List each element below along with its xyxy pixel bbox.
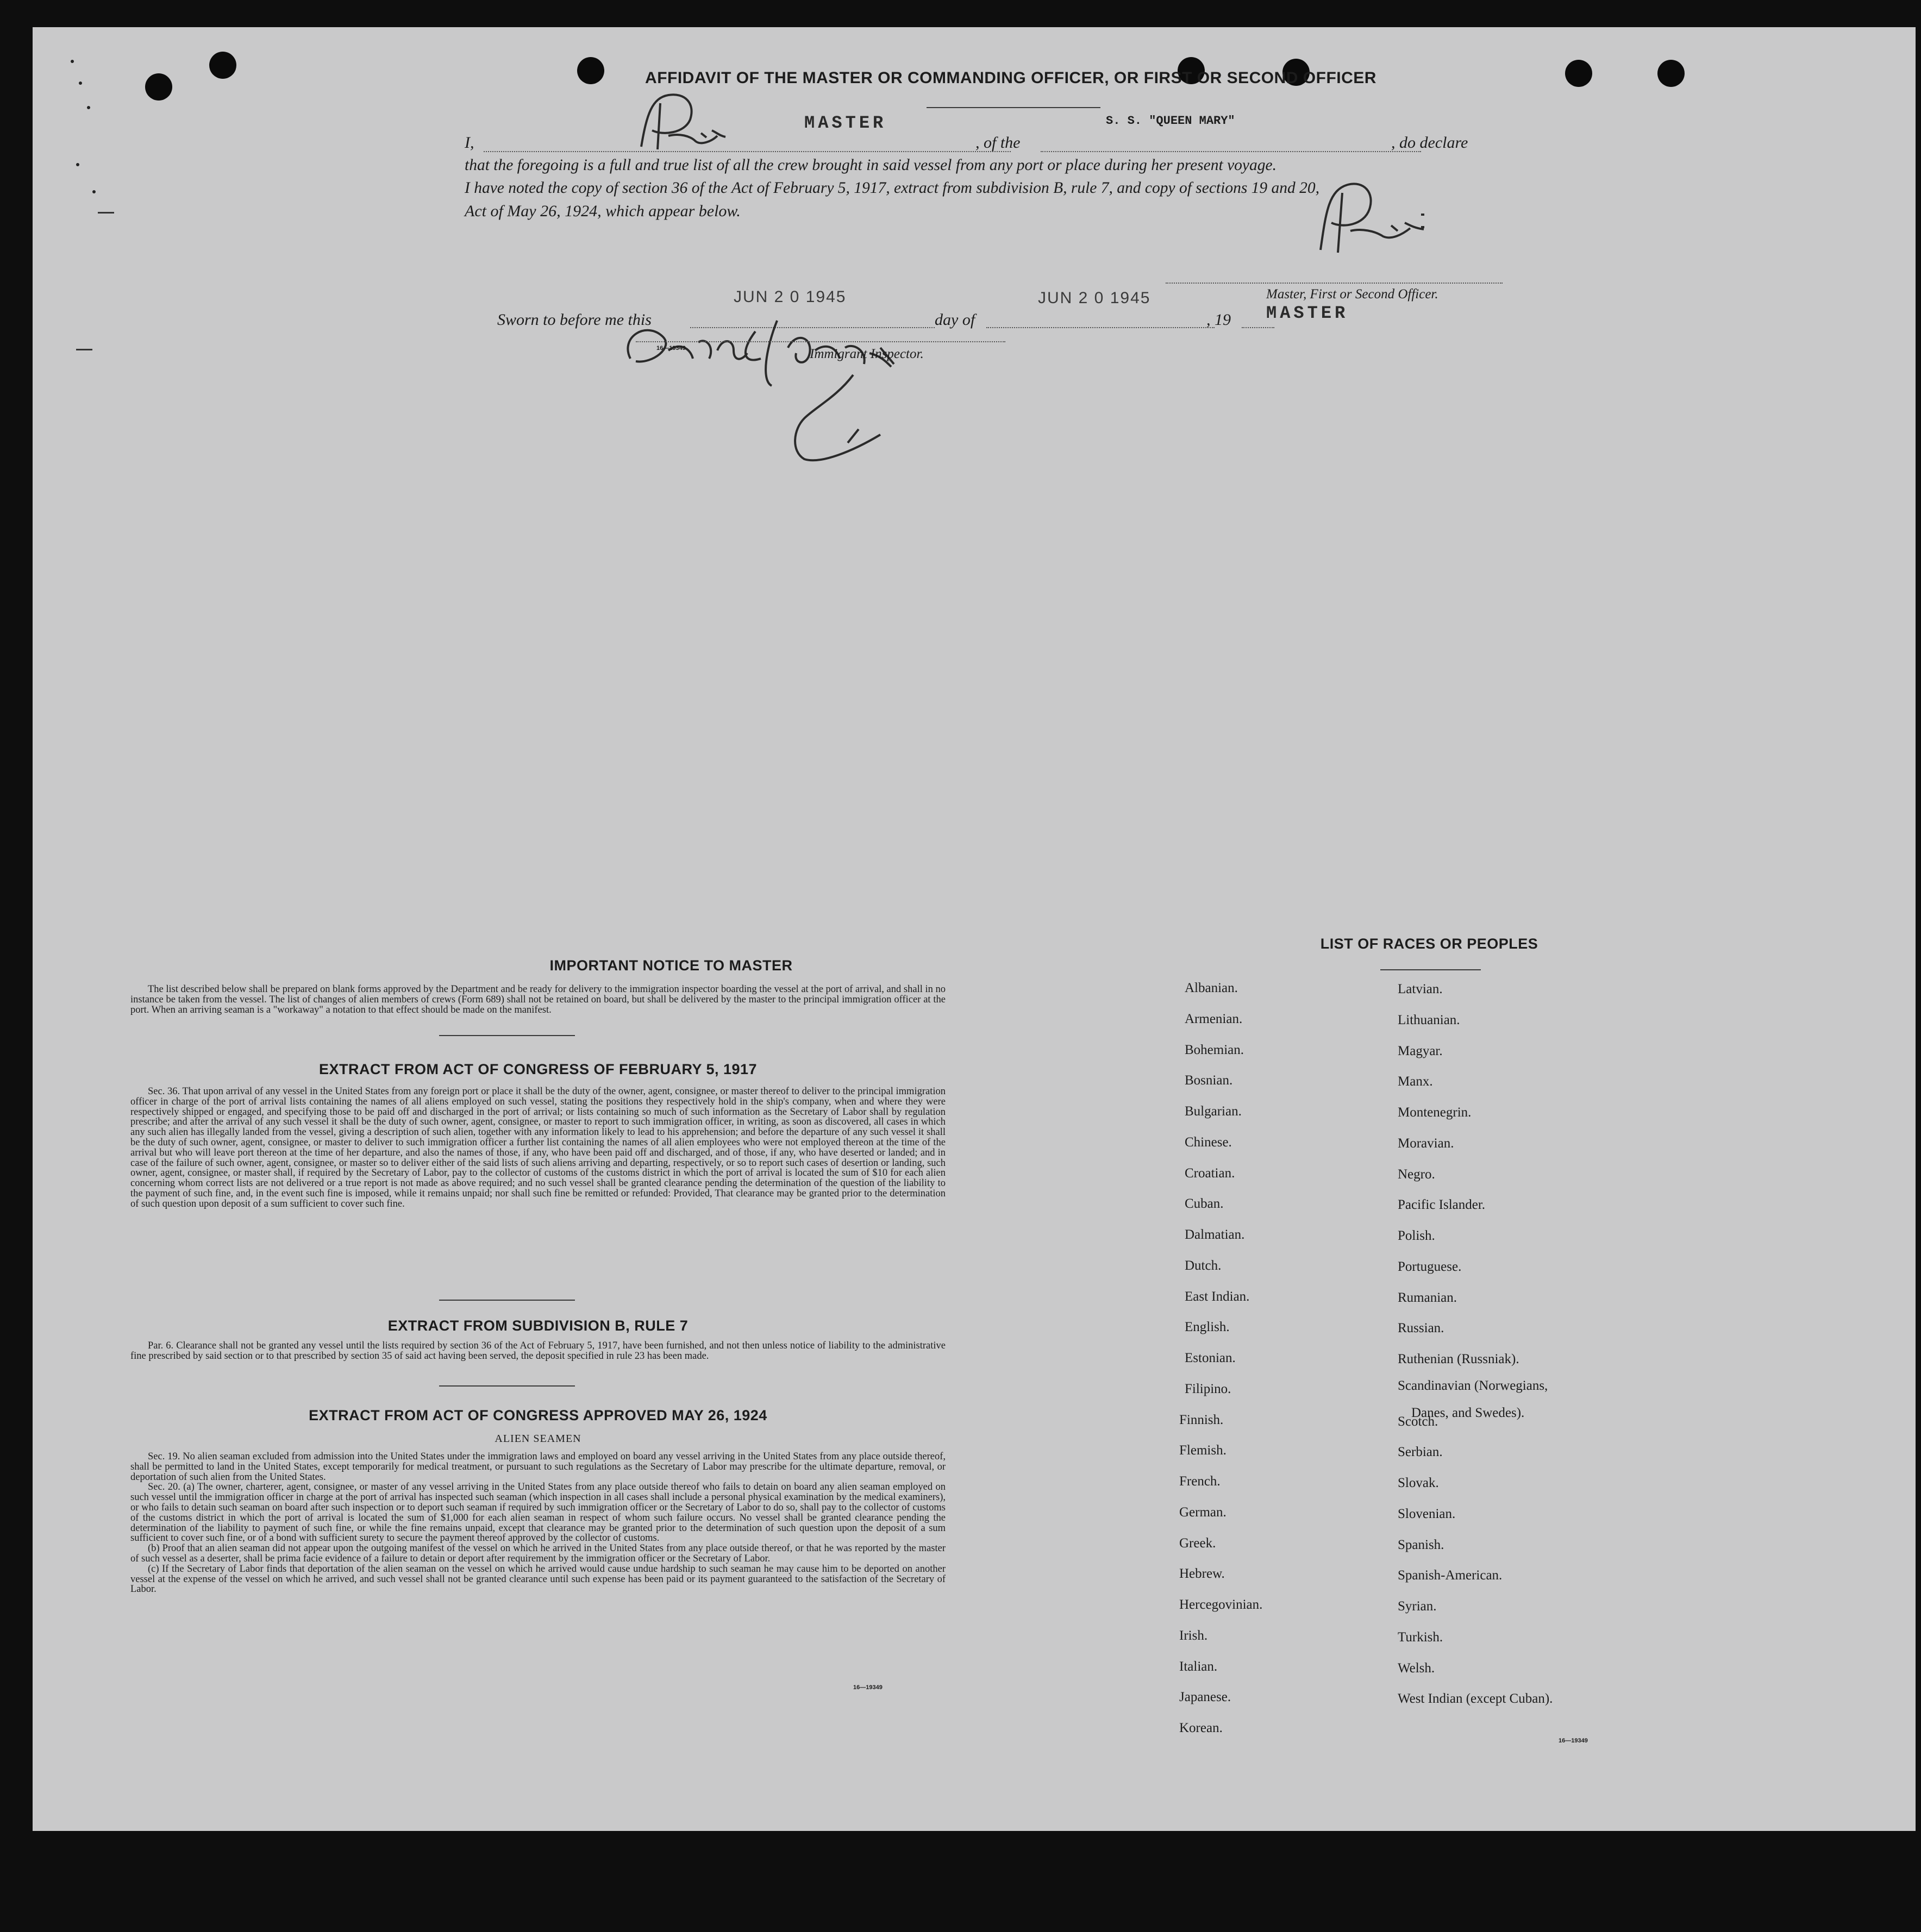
affidavit-line-4: Act of May 26, 1924, which appear below.	[465, 202, 741, 220]
race-entry: Slovak.	[1398, 1476, 1439, 1491]
sec20c-paragraph: (c) If the Secretary of Labor finds that deportation of the alien seaman on the vessel on which he arrived would cause undue hardship to such seaman he may cause him to be deported on another vessel at the expense of the vessel on which he arrived, and such vessel shall not be granted clearance until such expense has been paid or its payment guaranteed to the satisfaction of the Secretary of Labor.	[130, 1563, 946, 1595]
race-entry: Portuguese.	[1398, 1259, 1462, 1274]
race-entry: Dutch.	[1185, 1258, 1222, 1273]
races-divider	[1380, 969, 1481, 970]
sec20a-paragraph: Sec. 20. (a) The owner, charterer, agent, consignee, or master of any vessel arriving in the United States from any place outside thereof who fails to detain on board any alien seaman employed on such vessel until the immigration officer in charge at the port of arrival has inspected such seaman (which inspection in all cases shall include a personal physical examination by the medical examiners), or who fails to detain such seaman on board after such inspection or to deport such seaman if required by such immigration officer or the Secretary of Labor to do so, shall pay to the collector of customs of the customs district in which the port of arrival is located the sum of $1,000 for each alien seaman in respect of whom such failure occurs. No vessel shall be granted clearance pending the determination of the liability to payment of such fine, or while the fine remains unpaid, except that clearance may be granted prior to the determination of such question upon the deposit of a sum sufficient to cover such fine, or of a bond with sufficient surety to secure the payment thereof approved by the collector of customs.	[130, 1482, 946, 1544]
master-signature	[630, 81, 739, 163]
race-entry-scandinavian-cont: Danes, and Swedes).	[1411, 1406, 1525, 1420]
race-entry: East Indian.	[1185, 1289, 1250, 1304]
master-name-line	[484, 151, 1011, 152]
speck	[76, 349, 92, 350]
race-entry: Croatian.	[1185, 1165, 1235, 1181]
rule7-text	[130, 1341, 946, 1362]
race-entry: Moravian.	[1398, 1136, 1454, 1151]
of-the-label: , of the	[975, 134, 1021, 152]
race-entry: Flemish.	[1179, 1443, 1227, 1458]
race-entry: Bohemian.	[1185, 1042, 1244, 1057]
race-entry: Lithuanian.	[1398, 1012, 1460, 1027]
form-number-races: 16—19349	[1559, 1737, 1588, 1744]
divider	[439, 1035, 575, 1036]
inspector-label: Immigrant Inspector.	[810, 347, 924, 361]
race-entry: Albanian.	[1185, 981, 1238, 995]
vessel-name: S. S. "QUEEN MARY"	[1106, 114, 1235, 128]
race-entry: Welsh.	[1398, 1660, 1435, 1676]
sec36-paragraph: Sec. 36. That upon arrival of any vessel in the United States from any foreign port or place it shall be the duty of the owner, agent, consignee, or master thereof to deliver to the principal immigration officer in charge of the port of arrival lists containing the names of all aliens employed on such vessel, stating the positions they respectively hold in the ship's company, when and where they were respectively shipped or engaged, and specifying those to be paid off and discharged in the port of arrival; or lists containing so much of such information as the Secretary of Labor shall by regulation prescribe; and after the arrival of any such vessel it shall be the duty of such owner, agent, consignee, or master to report to such immigration officer, in writing, as soon as discovered, all cases in which any such alien has illegally landed from the vessel, giving a description of such alien, together with any information likely to lead to his apprehension; and before the departure of any such vessel it shall be the duty of such owner, agent, consignee, or master to deliver to such immigration officer a further list containing the names of all alien employees who were not employed thereon at the time of the arrival but who will leave port thereon at the time of her departure, and also the names of those, if any, who have been paid off and discharged, and of those, if any, who have deserted or landed; and in case of the failure of such owner, agent, consignee, or master so to deliver either of the said lists of such aliens arriving and departing, respectively, or so to report such cases of desertion or landing, such owner, agent, consignee, or master shall, if required by the Secretary of Labor, pay to the collector of customs of the customs district in which the port of arrival is located the sum of $10 for each alien concerning whom correct lists are not delivered or a true report is not made as above required; and no such vessel shall be granted clearance pending the determination of the question of the liability to the payment of such fine, and, in the event such fine is imposed, while it remains unpaid; nor shall such fine be remitted or refunded: Provided, That clearance may be granted prior to the determination of such question upon deposit of a sum sufficient to cover such fine.	[130, 1086, 946, 1209]
officer-signature-line	[1166, 283, 1503, 284]
affidavit-line-2: that the foregoing is a full and true list of all the crew brought in said vessel from any port or place during her present voyage.	[465, 156, 1277, 174]
year-label: , 19	[1206, 311, 1231, 329]
day-of-label: day of	[935, 311, 975, 329]
race-entry: Finnish.	[1179, 1412, 1224, 1427]
race-entry: Estonian.	[1185, 1351, 1236, 1365]
speck	[76, 163, 79, 166]
sworn-month-line	[986, 327, 1215, 328]
form-number-notice: 16—19349	[853, 1684, 883, 1691]
race-entry: Hercegovinian.	[1179, 1597, 1263, 1612]
speck	[98, 212, 114, 214]
race-entry: Montenegrin.	[1398, 1105, 1472, 1120]
notice-heading: IMPORTANT NOTICE TO MASTER	[549, 957, 793, 974]
race-entry: Italian.	[1179, 1659, 1218, 1674]
year-line	[1242, 327, 1274, 328]
race-entry: Negro.	[1398, 1166, 1435, 1182]
race-entry: German.	[1179, 1504, 1227, 1520]
punch-hole	[145, 73, 172, 101]
race-entry: Bosnian.	[1185, 1073, 1233, 1088]
race-entry: Greek.	[1179, 1535, 1216, 1551]
race-entry: Armenian.	[1185, 1011, 1243, 1026]
inspector-signature-line	[636, 341, 1005, 342]
alien-seamen-subheading: ALIEN SEAMEN	[495, 1433, 581, 1445]
punch-hole	[1657, 60, 1685, 87]
notice-text	[130, 984, 946, 1015]
affidavit-line-3: I have noted the copy of section 36 of the Act of February 5, 1917, extract from subdivision B, rule 7, and copy of sections 19 and 20,	[465, 179, 1320, 197]
rule7-paragraph: Par. 6. Clearance shall not be granted any vessel until the lists required by section 36 of the Act of February 5, 1917, have been furnished, and not then unless notice of liability to the administrative fine prescribed by said section or to that prescribed by section 35 of said act having been served, the deposit specified in rule 23 has been made.	[130, 1340, 946, 1362]
speck	[87, 106, 90, 109]
race-entry: Serbian.	[1398, 1445, 1443, 1460]
race-entry: Spanish.	[1398, 1537, 1444, 1552]
race-entry: West Indian (except Cuban).	[1398, 1691, 1553, 1707]
race-entry: Scandinavian (Norwegians,	[1398, 1378, 1548, 1393]
vessel-line	[1041, 151, 1421, 152]
speck	[71, 60, 74, 63]
race-entry: Cuban.	[1185, 1196, 1224, 1212]
extract-1924-text	[130, 1452, 946, 1595]
inspector-signature	[598, 299, 935, 473]
extract-1917-text	[130, 1087, 946, 1209]
race-entry: Hebrew.	[1179, 1566, 1225, 1582]
document-page	[33, 27, 1916, 1831]
race-entry: Dalmatian.	[1185, 1227, 1245, 1242]
i-label: I,	[465, 134, 474, 152]
race-entry: Scotch.	[1398, 1414, 1438, 1429]
race-entry: Manx.	[1398, 1074, 1433, 1089]
race-entry: Irish.	[1179, 1628, 1208, 1643]
race-entry: Bulgarian.	[1185, 1104, 1242, 1119]
speck	[92, 190, 96, 193]
affidavit-title: AFFIDAVIT OF THE MASTER OR COMMANDING OFFICER, OR FIRST OR SECOND OFFICER	[645, 69, 1376, 87]
extract-1924-heading: EXTRACT FROM ACT OF CONGRESS APPROVED MAY 26, 1924	[309, 1407, 767, 1423]
race-entry: Slovenian.	[1398, 1506, 1456, 1521]
date-stamp-2: JUN 2 0 1945	[1038, 289, 1151, 307]
master-stamp-2: MASTER	[1266, 303, 1349, 323]
race-entry: Japanese.	[1179, 1690, 1231, 1705]
speck	[79, 81, 82, 85]
race-entry: Magyar.	[1398, 1043, 1443, 1058]
punch-hole	[1565, 60, 1592, 87]
race-entry: Spanish-American.	[1398, 1568, 1503, 1583]
race-entry: Syrian.	[1398, 1599, 1437, 1614]
do-declare-label: , do declare	[1391, 134, 1468, 152]
notice-paragraph: The list described below shall be prepared on blank forms approved by the Department and be ready for delivery to the immigration inspector boarding the vessel at the port of arrival, and shall in no instance be taken from the vessel. The list of changes of alien members of crews (Form 689) shall not be retained on board, but shall be delivered by the master to the principal immigration officer at the port. When an arriving seaman is a "workaway" a notation to that effect should be made on the manifest.	[130, 984, 946, 1015]
officer-signature	[1299, 163, 1440, 272]
date-stamp-1: JUN 2 0 1945	[734, 288, 847, 306]
sec19-paragraph: Sec. 19. No alien seaman excluded from admission into the United States under the immigration laws and employed on board any vessel arriving in the United States from any place outside thereof, shall be permitted to land in the United States, except temporarily for medical treatment, or pursuant to such regulations as the Secretary of Labor may prescribe for the ultimate departure, removal, or deportation of such alien from the United States.	[130, 1451, 946, 1483]
sworn-label: Sworn to before me this	[497, 311, 652, 329]
race-entry: Rumanian.	[1398, 1290, 1457, 1305]
race-entry: English.	[1185, 1320, 1230, 1335]
sec20b-paragraph: (b) Proof that an alien seaman did not appear upon the outgoing manifest of the vessel on which he arrived in the United States from any place outside thereof, or that he was reported by the master of such vessel as a deserter, shall be prima facie evidence of a failure to detain or deport after requirement by the immigration officer or the Secretary of Labor.	[130, 1543, 946, 1564]
divider	[439, 1300, 575, 1301]
title-rule	[927, 107, 1100, 108]
race-entry: Russian.	[1398, 1321, 1444, 1336]
races-heading: LIST OF RACES OR PEOPLES	[1320, 936, 1538, 952]
form-number-top: 16—19349	[656, 345, 686, 352]
race-entry: Filipino.	[1185, 1381, 1231, 1396]
master-stamp: MASTER	[804, 113, 887, 133]
race-entry: Turkish.	[1398, 1629, 1443, 1645]
officer-label: Master, First or Second Officer.	[1266, 287, 1438, 302]
race-entry: Latvian.	[1398, 982, 1443, 996]
race-entry: Chinese.	[1185, 1134, 1232, 1150]
rule7-heading: EXTRACT FROM SUBDIVISION B, RULE 7	[387, 1318, 689, 1334]
extract-1917-heading: EXTRACT FROM ACT OF CONGRESS OF FEBRUARY 5, 1917	[318, 1061, 758, 1077]
race-entry: French.	[1179, 1474, 1221, 1489]
race-entry: Ruthenian (Russniak).	[1398, 1352, 1519, 1366]
punch-hole	[209, 52, 236, 79]
race-entry: Polish.	[1398, 1228, 1435, 1243]
race-entry: Pacific Islander.	[1398, 1197, 1486, 1213]
race-entry: Korean.	[1179, 1721, 1223, 1735]
divider	[439, 1385, 575, 1387]
